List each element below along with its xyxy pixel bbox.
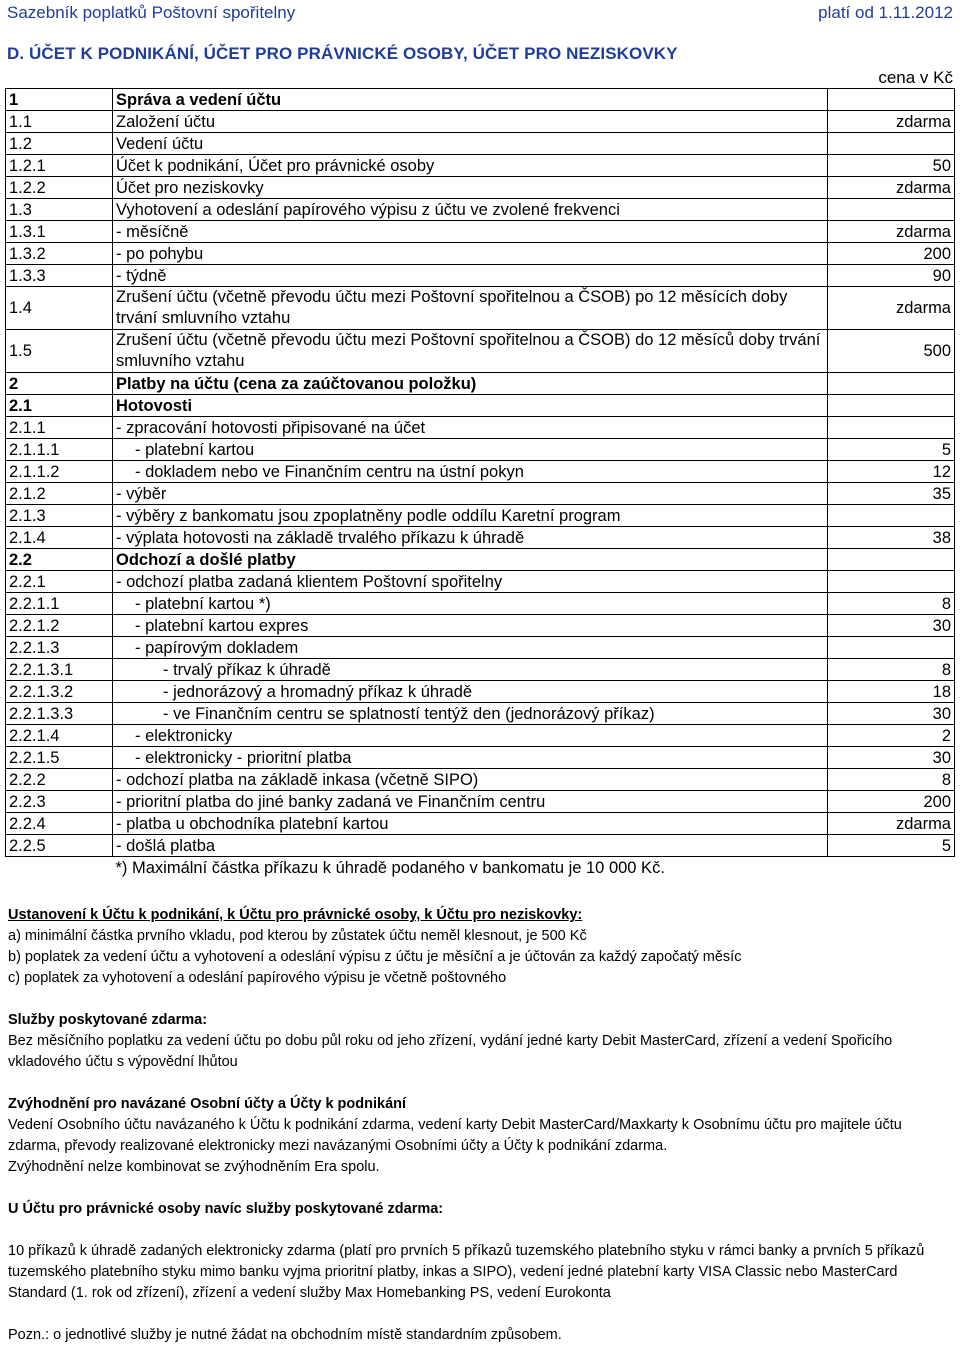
row-code: 1.2.1 — [6, 155, 113, 177]
currency-label: cena v Kč — [878, 68, 953, 87]
table-row — [6, 835, 955, 857]
table-row — [6, 199, 955, 221]
table-row — [6, 177, 955, 199]
row-price — [828, 199, 955, 221]
document-title: Sazebník poplatků Poštovní spořitelny — [7, 3, 296, 22]
row-description: - došlá platba — [113, 835, 828, 857]
table-row — [6, 747, 955, 769]
row-price: zdarma — [828, 111, 955, 133]
free-services-text: Bez měsíčního poplatku za vedení účtu po dobu půl roku od jeho zřízení, vydání jedné karty Debit MasterCard, zřízení a vedení Spořicího vkladového účtu s výpovědní lhůtou — [8, 1033, 893, 1070]
table-row — [6, 791, 955, 813]
row-description: Platby na účtu (cena za zaúčtovanou položku) — [113, 373, 828, 395]
table-row — [6, 483, 955, 505]
row-code: 2.2.4 — [6, 813, 113, 835]
row-price: zdarma — [828, 177, 955, 199]
table-row — [6, 571, 955, 593]
row-price — [828, 505, 955, 527]
row-description: Účet pro neziskovky — [113, 177, 828, 199]
table-row — [6, 373, 955, 395]
row-code: 2.2.1.5 — [6, 747, 113, 769]
row-description: Odchozí a došlé platby — [113, 549, 828, 571]
row-code: 2.2.5 — [6, 835, 113, 857]
row-code: 1.1 — [6, 111, 113, 133]
row-code: 1.4 — [6, 287, 113, 330]
table-row — [6, 439, 955, 461]
table-row — [6, 593, 955, 615]
row-code: 1.2.2 — [6, 177, 113, 199]
row-code: 2.2.1.3.1 — [6, 659, 113, 681]
bonus-heading: Zvýhodnění pro navázané Osobní účty a Účty k podnikání — [8, 1096, 407, 1112]
table-row — [6, 505, 955, 527]
row-code: 2.2.1.4 — [6, 725, 113, 747]
row-description: - po pohybu — [113, 243, 828, 265]
row-code: 2.2.1.3 — [6, 637, 113, 659]
row-description: - odchozí platba na základě inkasa (včetně SIPO) — [113, 769, 828, 791]
row-price — [828, 373, 955, 395]
row-description: - prioritní platba do jiné banky zadaná ve Finančním centru — [113, 791, 828, 813]
row-description: Vedení účtu — [113, 133, 828, 155]
row-code: 2.2.1 — [6, 571, 113, 593]
row-price: zdarma — [828, 221, 955, 243]
row-price: 8 — [828, 769, 955, 791]
legal-text: 10 příkazů k úhradě zadaných elektronicky zdarma (platí pro prvních 5 příkazů tuzemského platebního styku v rámci banky a prvních 5 příkazů tuzemského platebního styku mimo banku vyjma prioritní platby, inkas a SIPO), vedení jedné platební karty VISA Classic nebo MasterCard Standard (1. rok od zřízení), zřízení a vedení služby Max Homebanking PS, vedení Eurokonta — [8, 1243, 925, 1301]
row-price — [828, 133, 955, 155]
row-price: 8 — [828, 659, 955, 681]
row-code: 1 — [6, 89, 113, 111]
row-description: Vyhotovení a odeslání papírového výpisu z účtu ve zvolené frekvenci — [113, 199, 828, 221]
table-row — [6, 681, 955, 703]
table-row — [6, 395, 955, 417]
legal-heading: U Účtu pro právnické osoby navíc služby poskytované zdarma: — [8, 1201, 444, 1217]
row-code: 2.1.1 — [6, 417, 113, 439]
footnote: *) Maximální částka příkazu k úhradě podaného v bankomatu je 10 000 Kč. — [115, 858, 665, 877]
row-code: 1.2 — [6, 133, 113, 155]
row-code: 2.2.1.2 — [6, 615, 113, 637]
row-price: 38 — [828, 527, 955, 549]
bonus-text: Vedení Osobního účtu navázaného k Účtu k podnikání zdarma, vedení karty Debit MasterCard/Maxkarty k Osobnímu účtu pro majitele účtu zdarma, převody realizované elektronicky mezi navázanými Osobními účty a Účty k podnikání zdarma. — [8, 1117, 902, 1154]
table-row — [6, 769, 955, 791]
row-description: - výběry z bankomatu jsou zpoplatněny podle oddílu Karetní program — [113, 505, 828, 527]
row-description: - výběr — [113, 483, 828, 505]
row-code: 2.2.1.1 — [6, 593, 113, 615]
row-price: 5 — [828, 835, 955, 857]
row-price: 30 — [828, 615, 955, 637]
footnote-row — [6, 857, 955, 879]
table-row — [6, 330, 955, 373]
row-code: 2.1.3 — [6, 505, 113, 527]
row-code: 1.3.3 — [6, 265, 113, 287]
row-description: - platební kartou *) — [113, 593, 828, 615]
table-row — [6, 549, 955, 571]
row-price: zdarma — [828, 813, 955, 835]
table-row — [6, 265, 955, 287]
row-description: Hotovosti — [113, 395, 828, 417]
row-price: 30 — [828, 747, 955, 769]
table-row — [6, 243, 955, 265]
table-row — [6, 89, 955, 111]
validity-date: platí od 1.11.2012 — [818, 3, 953, 22]
row-description: Zrušení účtu (včetně převodu účtu mezi Poštovní spořitelnou a ČSOB) do 12 měsíců doby trvání smluvního vztahu — [113, 330, 828, 373]
table-row — [6, 659, 955, 681]
row-description: - papírovým dokladem — [113, 637, 828, 659]
table-row — [6, 461, 955, 483]
row-description: - týdně — [113, 265, 828, 287]
row-code: 1.3.1 — [6, 221, 113, 243]
table-row — [6, 155, 955, 177]
row-price: 18 — [828, 681, 955, 703]
row-description: Správa a vedení účtu — [113, 89, 828, 111]
row-code: 2.2.1.3.3 — [6, 703, 113, 725]
table-row — [6, 417, 955, 439]
row-description: Účet k podnikání, Účet pro právnické osoby — [113, 155, 828, 177]
page-header — [7, 3, 953, 25]
row-price: 30 — [828, 703, 955, 725]
row-price: 8 — [828, 593, 955, 615]
row-code: 1.3.2 — [6, 243, 113, 265]
row-price — [828, 571, 955, 593]
row-price — [828, 395, 955, 417]
table-row — [6, 287, 955, 330]
price-table — [5, 88, 955, 878]
row-description: - elektronicky — [113, 725, 828, 747]
row-code: 2.2.3 — [6, 791, 113, 813]
row-code: 2.1.1.1 — [6, 439, 113, 461]
terms-item: b) poplatek za vedení účtu a vyhotovení a odeslání výpisu z účtu je měsíční a je účtován za každý započatý měsíc — [8, 949, 742, 965]
row-description: - trvalý příkaz k úhradě — [113, 659, 828, 681]
row-price: zdarma — [828, 287, 955, 330]
terms-item: c) poplatek za vyhotovení a odeslání papírového výpisu je včetně poštovného — [8, 970, 507, 986]
row-price: 35 — [828, 483, 955, 505]
row-price: 90 — [828, 265, 955, 287]
row-price: 200 — [828, 243, 955, 265]
row-price: 50 — [828, 155, 955, 177]
row-price — [828, 417, 955, 439]
bonus-note: Zvýhodnění nelze kombinovat se zvýhodněním Era spolu. — [8, 1159, 380, 1175]
row-description: - odchozí platba zadaná klientem Poštovní spořitelny — [113, 571, 828, 593]
row-code: 2.2 — [6, 549, 113, 571]
row-price — [828, 549, 955, 571]
table-row — [6, 703, 955, 725]
table-row — [6, 637, 955, 659]
row-description: - ve Finančním centru se splatností tentýž den (jednorázový příkaz) — [113, 703, 828, 725]
row-code: 2.1 — [6, 395, 113, 417]
remark: Pozn.: o jednotlivé služby je nutné žádat na obchodním místě standardním způsobem. — [8, 1327, 562, 1343]
table-row — [6, 527, 955, 549]
section-title: D. ÚČET K PODNIKÁNÍ, ÚČET PRO PRÁVNICKÉ OSOBY, ÚČET PRO NEZISKOVKY — [7, 44, 678, 63]
row-code: 2 — [6, 373, 113, 395]
row-description: - zpracování hotovosti připisované na účet — [113, 417, 828, 439]
row-description: - platební kartou — [113, 439, 828, 461]
row-description: - výplata hotovosti na základě trvalého příkazu k úhradě — [113, 527, 828, 549]
row-code: 2.2.2 — [6, 769, 113, 791]
row-description: - jednorázový a hromadný příkaz k úhradě — [113, 681, 828, 703]
row-description: - dokladem nebo ve Finančním centru na ústní pokyn — [113, 461, 828, 483]
table-row — [6, 133, 955, 155]
row-code: 2.1.2 — [6, 483, 113, 505]
row-description: Založení účtu — [113, 111, 828, 133]
table-row — [6, 615, 955, 637]
table-row — [6, 111, 955, 133]
row-price: 12 — [828, 461, 955, 483]
row-description: - platební kartou expres — [113, 615, 828, 637]
row-price: 5 — [828, 439, 955, 461]
terms-heading: Ustanovení k Účtu k podnikání, k Účtu pro právnické osoby, k Účtu pro neziskovky: — [8, 907, 583, 923]
row-code: 1.5 — [6, 330, 113, 373]
row-code: 2.2.1.3.2 — [6, 681, 113, 703]
table-row — [6, 813, 955, 835]
row-description: - elektronicky - prioritní platba — [113, 747, 828, 769]
row-price — [828, 637, 955, 659]
row-price: 500 — [828, 330, 955, 373]
row-price: 2 — [828, 725, 955, 747]
notes — [8, 905, 953, 1346]
row-price: 200 — [828, 791, 955, 813]
row-description: - platba u obchodníka platební kartou — [113, 813, 828, 835]
row-code: 2.1.1.2 — [6, 461, 113, 483]
row-description: Zrušení účtu (včetně převodu účtu mezi Poštovní spořitelnou a ČSOB) po 12 měsících doby trvání smluvního vztahu — [113, 287, 828, 330]
free-services-heading: Služby poskytované zdarma: — [8, 1012, 208, 1028]
row-code: 1.3 — [6, 199, 113, 221]
row-price — [828, 89, 955, 111]
terms-item: a) minimální částka prvního vkladu, pod kterou by zůstatek účtu neměl klesnout, je 500 Kč — [8, 928, 587, 944]
table-row — [6, 725, 955, 747]
table-row — [6, 221, 955, 243]
row-code: 2.1.4 — [6, 527, 113, 549]
row-description: - měsíčně — [113, 221, 828, 243]
